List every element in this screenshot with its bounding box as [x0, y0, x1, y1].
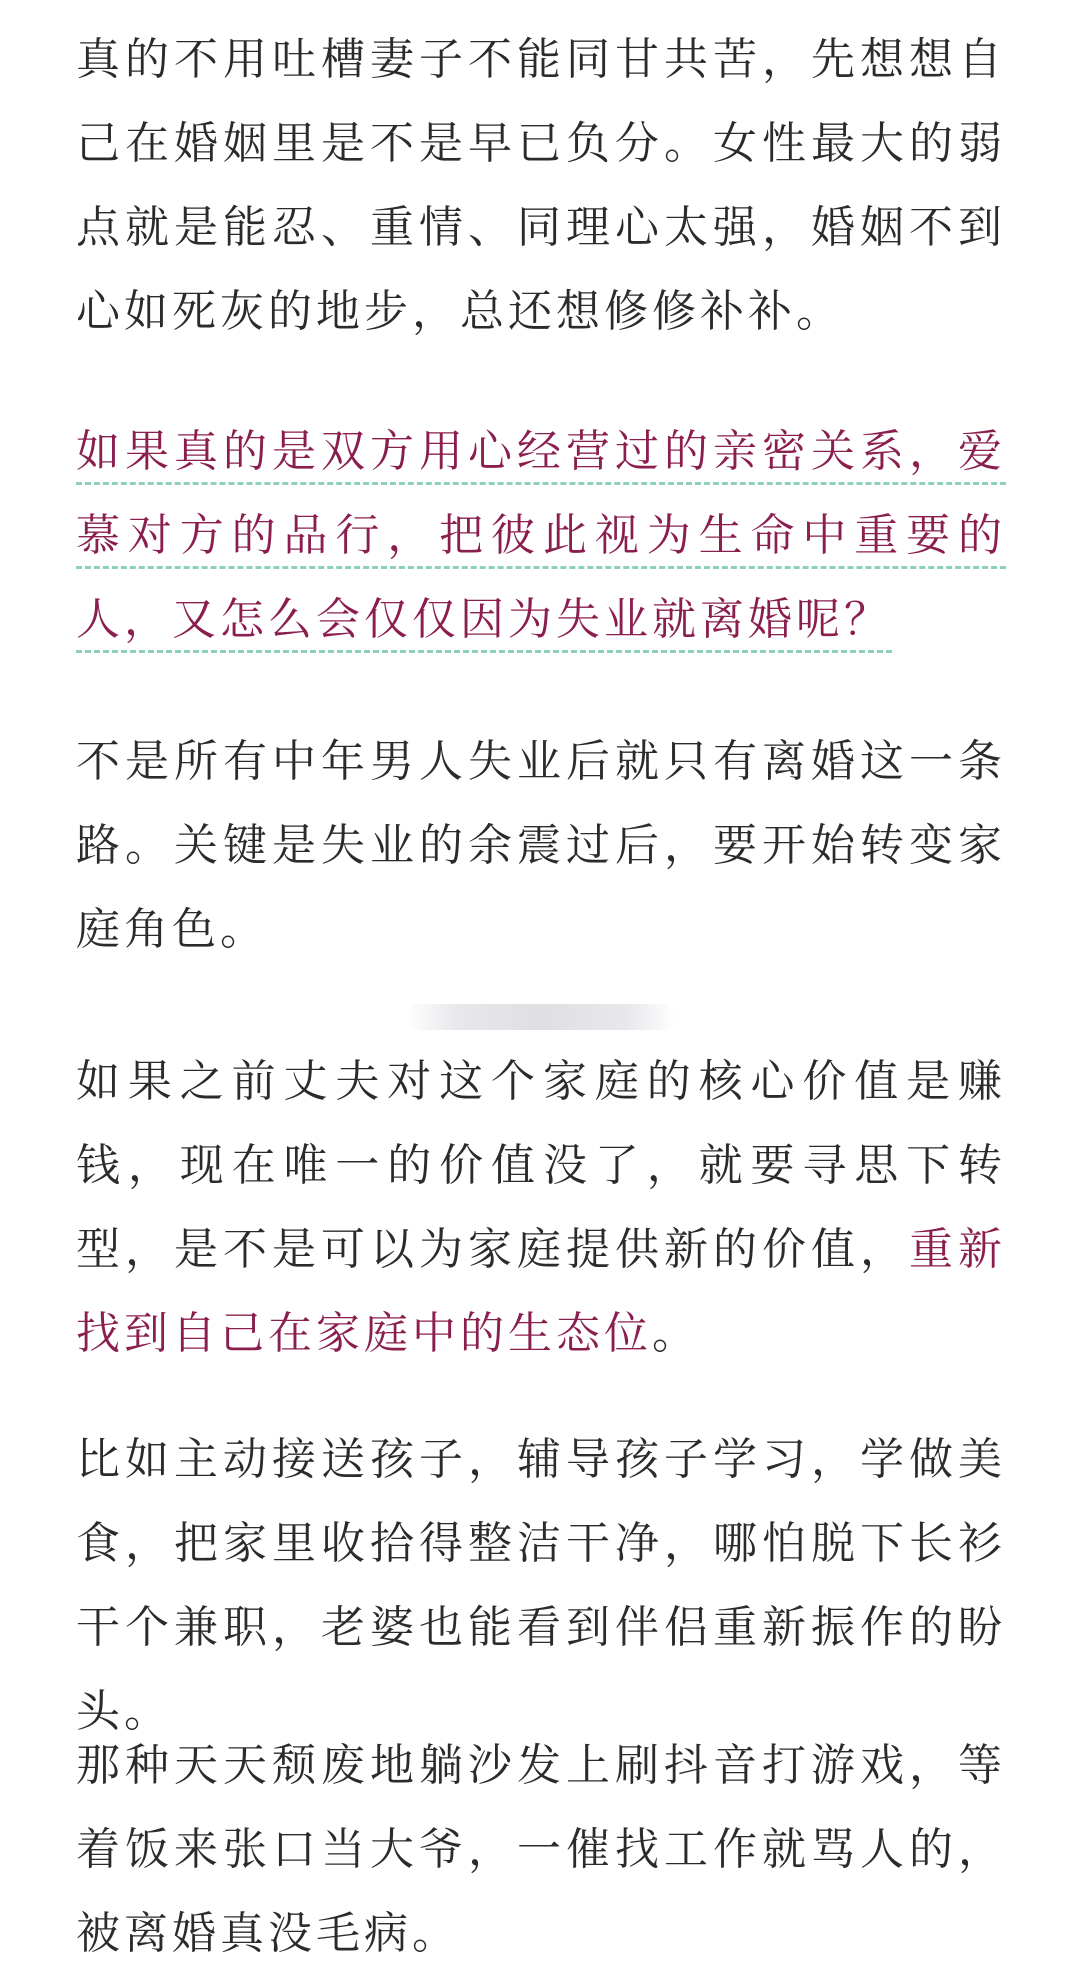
paragraph-3 [76, 720, 1006, 972]
paragraph-2-highlighted [76, 410, 1006, 662]
highlighted-quote: 如果真的是双方用心经营过的亲密关系，爱慕对方的品行，把彼此视为生命中重要的人，又怎么会仅仅因为失业就离婚呢？ [76, 426, 1006, 645]
paragraph-3-text: 不是所有中年男人失业后就只有离婚这一条路。关键是失业的余震过后，要开始转变家庭角色。 [76, 736, 1006, 955]
paragraph-4-tail: 。 [652, 1308, 700, 1359]
paragraph-5 [76, 1418, 1006, 1754]
paragraph-4-text: 如果之前丈夫对这个家庭的核心价值是赚钱，现在唯一的价值没了，就要寻思下转型，是不是可以为家庭提供新的价值， [76, 1056, 1006, 1275]
paragraph-4 [76, 1040, 1006, 1376]
paragraph-1 [76, 18, 1006, 354]
paragraph-4-highlight: 重新找到自己在家庭中的生态位 [76, 1224, 1006, 1359]
blurred-watermark [406, 1004, 676, 1030]
paragraph-6 [76, 1724, 1006, 1976]
paragraph-6-text: 那种天天颓废地躺沙发上刷抖音打游戏，等着饭来张口当大爷，一催找工作就骂人的，被离婚真没毛病。 [76, 1740, 1006, 1959]
paragraph-1-text: 真的不用吐槽妻子不能同甘共苦，先想想自己在婚姻里是不是早已负分。女性最大的弱点就是能忍、重情、同理心太强，婚姻不到心如死灰的地步，总还想修修补补。 [76, 34, 1006, 337]
paragraph-5-text: 比如主动接送孩子，辅导孩子学习，学做美食，把家里收拾得整洁干净，哪怕脱下长衫干个兼职，老婆也能看到伴侣重新振作的盼头。 [76, 1434, 1006, 1737]
